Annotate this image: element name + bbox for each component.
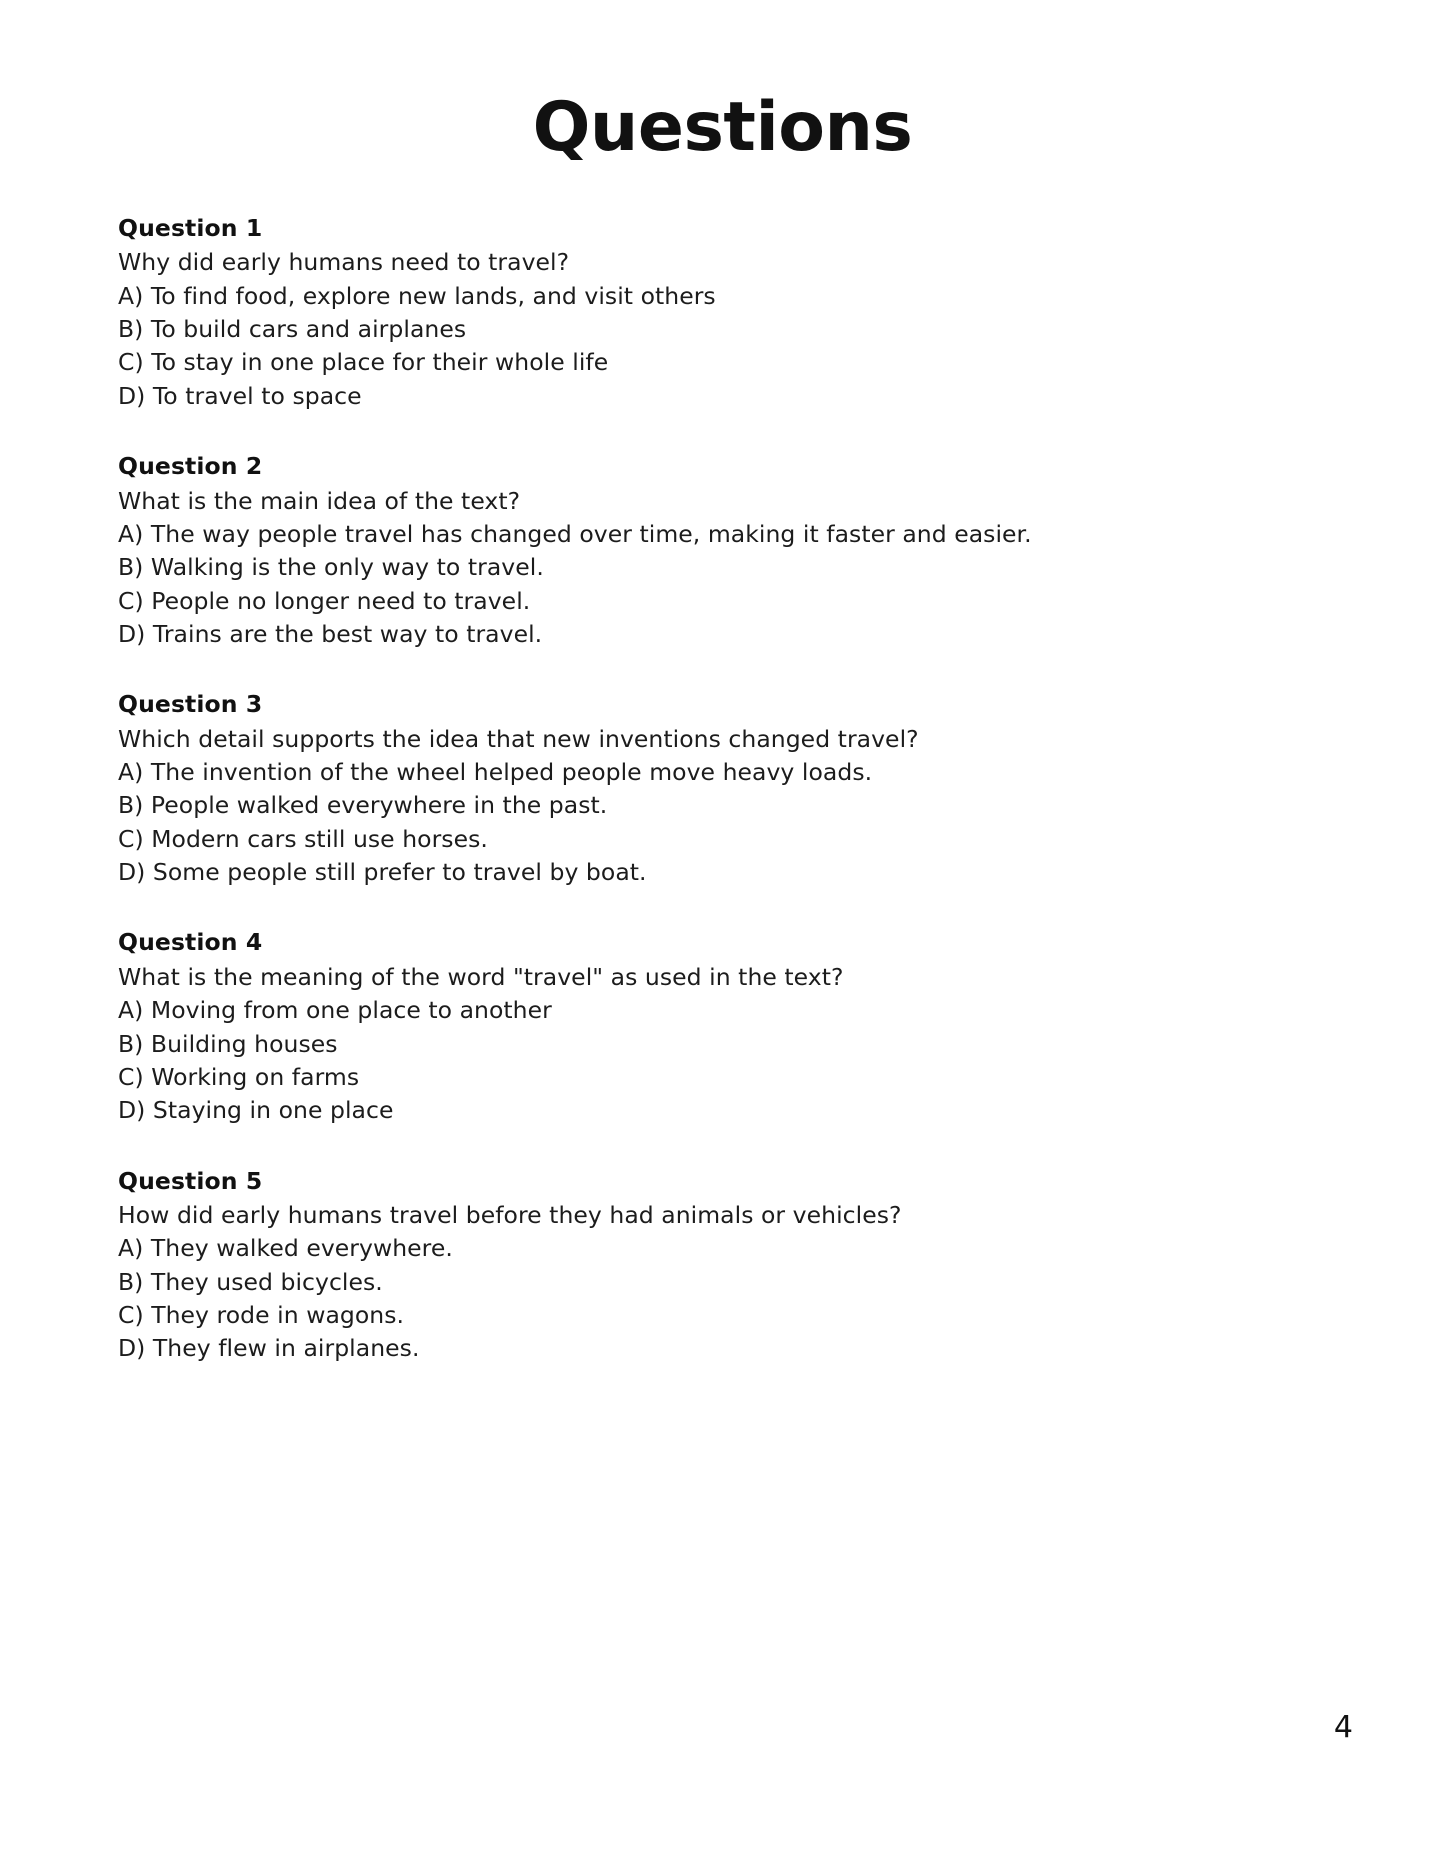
question-option-a: A) Moving from one place to another [118,996,552,1025]
question-heading: Question 3 [118,690,263,719]
question-option-c: C) Modern cars still use horses. [118,824,488,853]
question-option-b: B) Building houses [118,1029,338,1058]
question-heading: Question 2 [118,452,263,481]
question-option-d: D) To travel to space [118,381,362,410]
question-prompt: Why did early humans need to travel? [118,248,570,277]
question-option-d: D) Trains are the best way to travel. [118,619,543,648]
question-prompt: What is the meaning of the word "travel" as used in the text? [118,962,844,991]
question-option-a: A) To find food, explore new lands, and visit others [118,281,716,310]
page-number: 4 [1333,1710,1353,1745]
question-block [118,450,1298,651]
question-option-b: B) People walked everywhere in the past. [118,791,608,820]
question-heading: Question 5 [118,1166,263,1195]
question-option-a: A) The invention of the wheel helped people move heavy loads. [118,758,873,787]
question-option-c: C) People no longer need to travel. [118,586,531,615]
question-heading: Question 4 [118,928,263,957]
question-option-c: C) To stay in one place for their whole life [118,348,609,377]
questions-list [118,212,1298,1366]
question-block [118,926,1298,1127]
page-title: Questions [532,88,913,167]
question-option-d: D) Staying in one place [118,1096,394,1125]
question-block [118,212,1298,413]
question-option-a: A) They walked everywhere. [118,1234,453,1263]
question-option-d: D) They flew in airplanes. [118,1334,420,1363]
question-option-b: B) They used bicycles. [118,1267,383,1296]
question-prompt: What is the main idea of the text? [118,486,521,515]
question-option-b: B) Walking is the only way to travel. [118,553,544,582]
question-option-b: B) To build cars and airplanes [118,315,467,344]
question-prompt: Which detail supports the idea that new inventions changed travel? [118,724,919,753]
question-block [118,1165,1298,1366]
question-option-c: C) They rode in wagons. [118,1301,405,1330]
question-heading: Question 1 [118,214,263,242]
question-prompt: How did early humans travel before they had animals or vehicles? [118,1200,902,1229]
question-option-d: D) Some people still prefer to travel by boat. [118,858,647,887]
question-option-a: A) The way people travel has changed over time, making it faster and easier. [118,519,1032,548]
question-option-c: C) Working on farms [118,1062,360,1091]
question-block [118,688,1298,889]
